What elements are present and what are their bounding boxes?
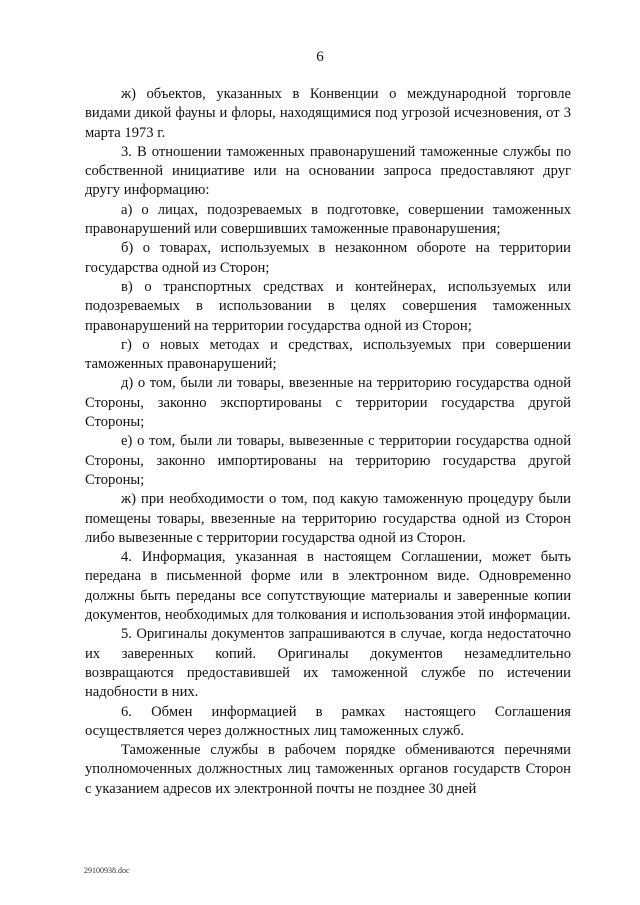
paragraph-item-e: е) о том, были ли товары, вывезенные с территории государства одной Стороны, законно импортированы на территорию государства другой Стороны; (85, 433, 571, 488)
paragraph-clause-5: 5. Оригиналы документов запрашиваются в случае, когда недостаточно их заверенных копий. Оригиналы документов незамедлительно возвращаются предоставившей их таможенной службе по истечении надобности в них. (85, 626, 571, 701)
paragraph-clause-6: 6. Обмен информацией в рамках настоящего Соглашения осуществляется через должностных лиц таможенных служб. (85, 703, 571, 739)
document-body (85, 85, 571, 799)
paragraph-item-a: а) о лицах, подозреваемых в подготовке, совершении таможенных правонарушений или совершивших таможенные правонарушения; (85, 201, 571, 238)
paragraph-item-g: г) о новых методах и средствах, используемых при совершении таможенных правонарушений; (85, 336, 571, 373)
paragraph-clause-3: 3. В отношении таможенных правонарушений таможенные службы по собственной инициативе или на основании запроса предоставляют друг другу информацию: (85, 143, 571, 199)
footer-filename: 29100938.doc (84, 866, 130, 875)
paragraph-item-b: б) о товарах, используемых в незаконном обороте на территории государства одной из Сторон; (85, 240, 571, 276)
paragraph-clause-4: 4. Информация, указанная в настоящем Соглашении, может быть передана в письменной форме или в электронном виде. Одновременно должны быть переданы все сопутствующие материалы и заверенные копии документов, необходимых для толкования и использования этой информации. (85, 549, 571, 624)
paragraph-officials-exchange: Таможенные службы в рабочем порядке обмениваются перечнями уполномоченных должностных лиц таможенных органов государств Сторон с указанием адресов их электронной почты не позднее 30 дней (85, 742, 571, 797)
paragraph-item-d: д) о том, были ли товары, ввезенные на территорию государства одной Стороны, законно экспортированы с территории государства другой Стороны; (85, 375, 571, 431)
page-number: 6 (316, 49, 324, 65)
paragraph-item-v: в) о транспортных средствах и контейнерах, используемых или подозреваемых в использовании в целях совершения таможенных правонарушений на территории государства одной из Сторон; (85, 278, 571, 334)
paragraph-item-zh-procedure: ж) при необходимости о том, под какую таможенную процедуру были помещены товары, ввезенные на территорию государства одной из Сторон либо вывезенные с территории государства одной из Сторон. (85, 491, 571, 546)
paragraph-item-zh-cites: ж) объектов, указанных в Конвенции о международной торговле видами дикой фауны и флоры, находящимися под угрозой исчезновения, от 3 марта 1973 г. (85, 86, 571, 141)
